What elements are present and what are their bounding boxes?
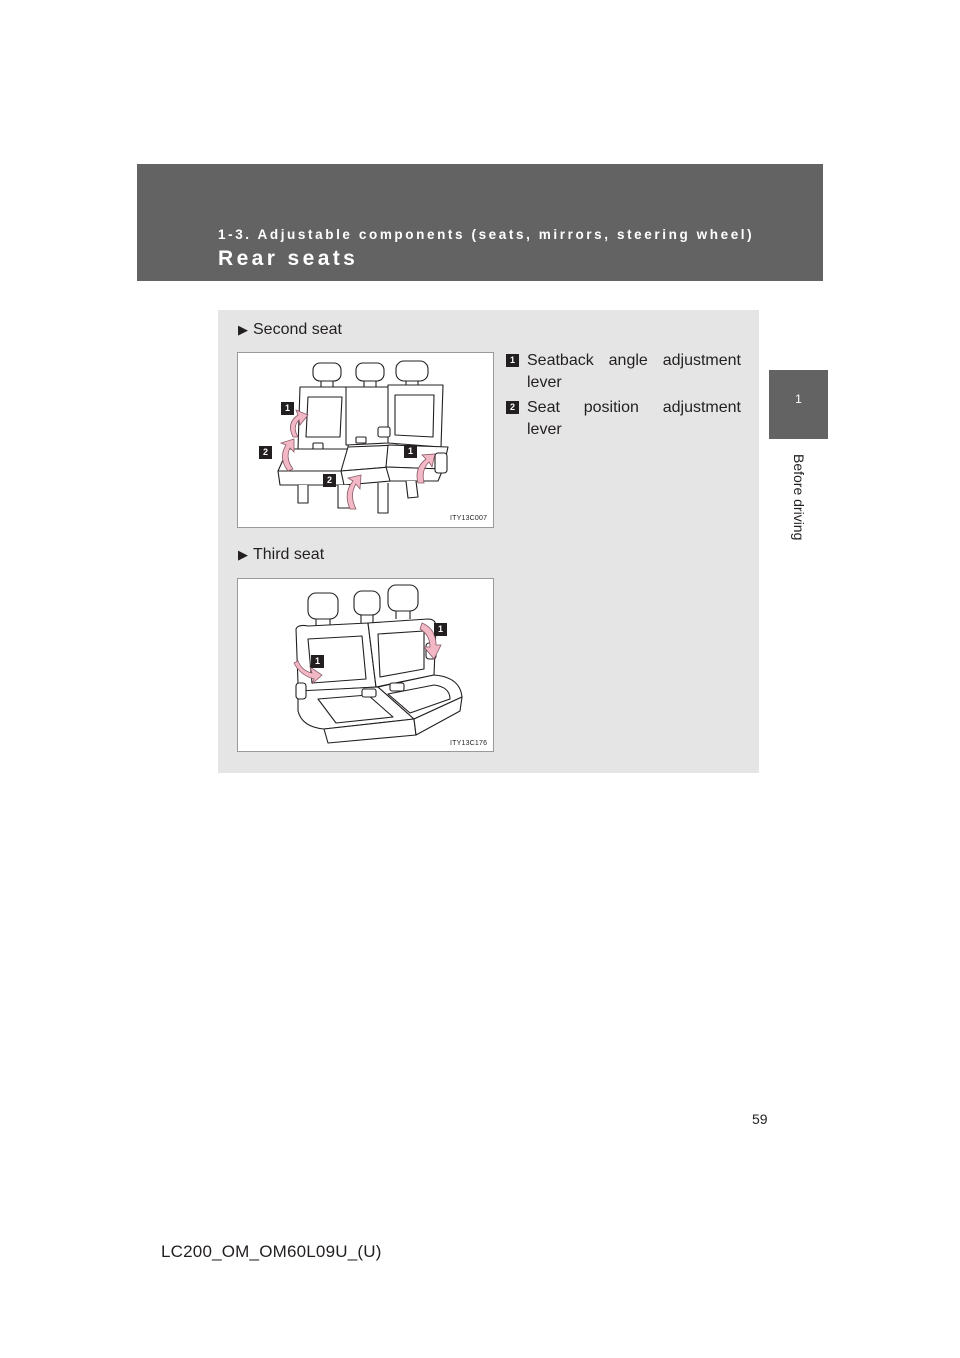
second-seat-heading [238, 321, 342, 339]
callout-badge: 2 [259, 446, 272, 459]
second-seat-heading-text: Second seat [253, 321, 342, 338]
second-seat-illustration [238, 353, 493, 527]
legend-number: 1 [506, 354, 519, 367]
callout-badge: 1 [404, 445, 417, 458]
legend-number: 2 [506, 401, 519, 414]
figure-code: ITY13C007 [450, 515, 488, 522]
header-bar [137, 164, 823, 281]
legend-text: Seatback angle adjustment lever [527, 352, 741, 391]
callout-badge: 2 [323, 474, 336, 487]
chapter-number: 1 [795, 392, 802, 406]
third-seat-figure [237, 578, 494, 752]
page-title: Rear seats [218, 247, 359, 270]
callout-badge: 1 [434, 623, 447, 636]
bullet-arrow-icon: ▶ [238, 322, 248, 337]
chapter-label: Before driving [791, 454, 807, 541]
callout-badge: 1 [311, 655, 324, 668]
third-seat-illustration [238, 579, 493, 751]
document-code: LC200_OM_OM60L09U_(U) [161, 1242, 382, 1261]
page-number: 59 [752, 1111, 768, 1127]
chapter-tab[interactable] [769, 370, 828, 439]
legend-text: Seat position adjustment lever [527, 399, 741, 438]
second-seat-figure [237, 352, 494, 528]
third-seat-heading-text: Third seat [253, 546, 325, 563]
section-title: 1-3. Adjustable components (seats, mirrors, steering wheel) [218, 227, 755, 242]
callout-badge: 1 [281, 402, 294, 415]
figure-code: ITY13C176 [450, 740, 488, 747]
bullet-arrow-icon: ▶ [238, 547, 248, 562]
third-seat-heading [238, 546, 324, 564]
